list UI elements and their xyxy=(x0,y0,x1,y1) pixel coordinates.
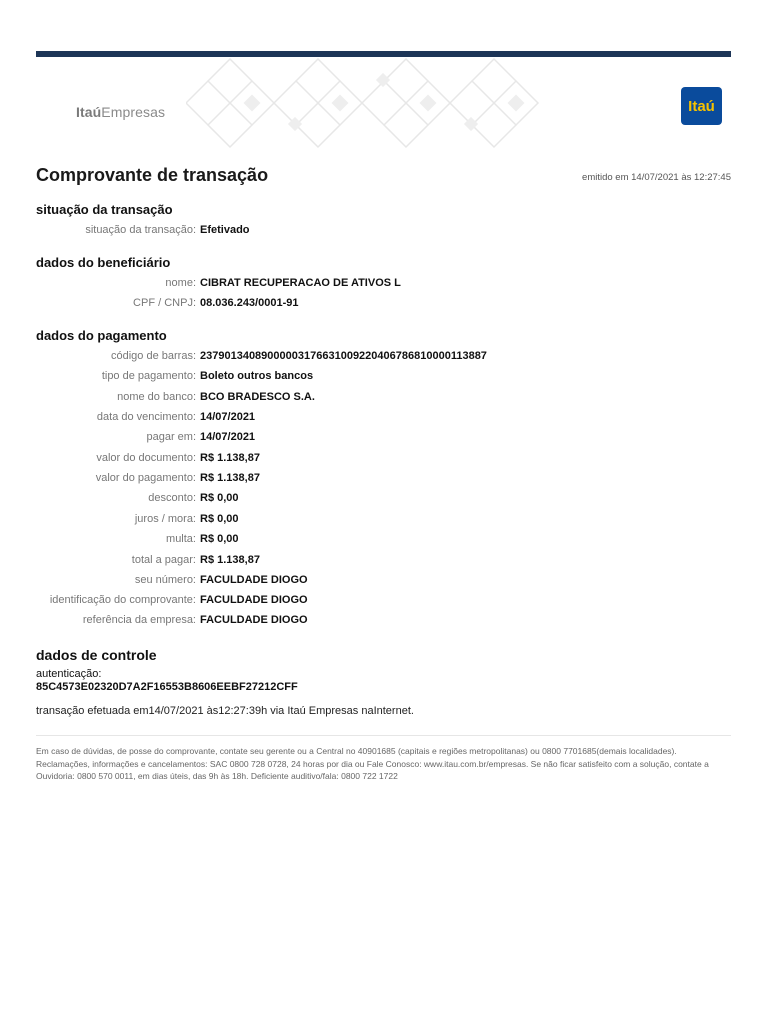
field-row-desconto xyxy=(0,492,768,510)
footer-disclaimer xyxy=(36,745,736,783)
field-row-pagar-em xyxy=(0,431,768,449)
field-row-total-pagar xyxy=(0,554,768,572)
field-row-valor-pagamento xyxy=(0,472,768,490)
field-value: R$ 1.138,87 xyxy=(200,554,260,566)
field-row-nome-banco xyxy=(0,391,768,409)
field-label: total a pagar: xyxy=(131,554,196,566)
field-row-seu-numero xyxy=(0,574,768,592)
header xyxy=(36,57,731,149)
field-label: referência da empresa: xyxy=(82,614,196,626)
field-value: Efetivado xyxy=(200,224,250,236)
field-label: tipo de pagamento: xyxy=(101,370,196,382)
footer-line: Ouvidoria: 0800 570 0011, em dias úteis, das 9h às 18h. Deficiente auditivo/fala: 0800 722 1722 xyxy=(36,771,398,781)
field-value: R$ 1.138,87 xyxy=(200,452,260,464)
field-value: FACULDADE DIOGO xyxy=(200,574,308,586)
field-label: CPF / CNPJ: xyxy=(133,297,196,309)
field-label: código de barras: xyxy=(111,350,196,362)
field-row-nome xyxy=(0,277,768,295)
field-label: seu número: xyxy=(134,574,196,586)
field-value: BCO BRADESCO S.A. xyxy=(200,391,315,403)
field-row-data-vencimento xyxy=(0,411,768,429)
field-label: multa: xyxy=(166,533,196,545)
field-row-cpf-cnpj xyxy=(0,297,768,315)
field-value: R$ 0,00 xyxy=(200,513,239,525)
field-value: FACULDADE DIOGO xyxy=(200,614,308,626)
section-heading-situacao: situação da transação xyxy=(36,202,173,217)
field-row-tipo-pagamento xyxy=(0,370,768,388)
field-value: 08.036.243/0001-91 xyxy=(200,297,299,309)
field-label: desconto: xyxy=(148,492,196,504)
field-value: 14/07/2021 xyxy=(200,411,256,423)
field-label: pagar em: xyxy=(146,431,196,443)
field-value: R$ 0,00 xyxy=(200,492,239,504)
footer-line: Reclamações, informações e cancelamentos: SAC 0800 728 0728, 24 horas por dia ou Fale Conosco: www.itau.com.br/empresas. Se não ficar satisfeito com a solução, contate a xyxy=(36,758,709,769)
section-heading-beneficiario: dados do beneficiário xyxy=(36,255,171,270)
field-row-juros-mora xyxy=(0,513,768,531)
footer-line: Em caso de dúvidas, de posse do comprovante, contate seu gerente ou a Central no 40901685 (capitais e regiões metropolitanas) ou 0800 7701685(demais localidades). xyxy=(36,746,677,756)
field-value: CIBRAT RECUPERACAO DE ATIVOS L xyxy=(200,277,401,289)
field-row-valor-documento xyxy=(0,452,768,470)
transaction-note: transação efetuada em14/07/2021 às12:27:39h via Itaú Empresas naInternet. xyxy=(36,705,414,717)
itau-logo: Itaú xyxy=(681,87,722,125)
field-label: nome: xyxy=(165,277,196,289)
field-value: 23790134089000003176631009220406786810000113887 xyxy=(200,350,487,362)
field-label: data do vencimento: xyxy=(96,411,196,423)
section-heading-pagamento: dados do pagamento xyxy=(36,328,167,343)
field-row-referencia-empresa xyxy=(0,614,768,632)
field-label: juros / mora: xyxy=(134,513,196,525)
itau-empresas-brand: ItaúEmpresas xyxy=(76,104,166,120)
field-row-situacao xyxy=(0,224,768,242)
authentication-label: autenticação: xyxy=(36,668,102,680)
field-value: Boleto outros bancos xyxy=(200,370,314,382)
field-label: nome do banco: xyxy=(117,391,196,403)
field-label: valor do pagamento: xyxy=(95,472,196,484)
field-value: R$ 1.138,87 xyxy=(200,472,260,484)
section-heading-controle: dados de controle xyxy=(36,647,157,663)
field-label: valor do documento: xyxy=(96,452,196,464)
field-value: R$ 0,00 xyxy=(200,533,239,545)
field-value: 14/07/2021 xyxy=(200,431,256,443)
page-title: Comprovante de transação xyxy=(36,165,269,185)
header-decorative-pattern xyxy=(186,57,561,149)
field-label: situação da transação: xyxy=(85,224,196,236)
emitted-timestamp: emitido em 14/07/2021 às 12:27:45 xyxy=(582,172,731,183)
footer-divider xyxy=(36,735,731,736)
field-label: identificação do comprovante: xyxy=(49,594,196,606)
field-row-codigo-barras xyxy=(0,350,768,368)
field-value: FACULDADE DIOGO xyxy=(200,594,308,606)
field-row-multa xyxy=(0,533,768,551)
field-row-identificacao xyxy=(0,594,768,612)
authentication-code: 85C4573E02320D7A2F16553B8606EEBF27212CFF xyxy=(36,681,298,693)
